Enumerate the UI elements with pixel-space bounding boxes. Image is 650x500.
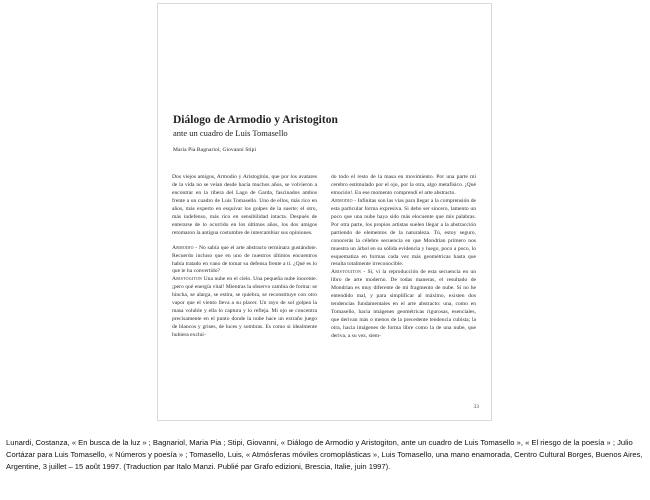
book-page [157,3,492,421]
page-subtitle: ante un cuadro de Luis Tomasello [173,128,288,138]
image-caption: Lunardi, Costanza, « En busca de la luz » ; Bagnariol, Maria Pia ; Stipi, Giovanni, « Diálogo de Armodio y Aristogiton, ante un cuadro de Luis Tomasello », « El riesgo de la poesía » ; Julio Cortázar para Luis Tomasello, « Números y poesía » ; Tomasello, Luis, « Atmósferas móviles cromoplásticas », Luis Tomasello, una mano enamorada, Centro Cultural Borges, Buenos Aires, Argentine, 3 juillet – 15 août 1997. (Traduction par Italo Manzi. Publié par Grafo edizioni, Brescia, Italie, juin 1997). [6,438,643,471]
intro-paragraph: Dos viejos amigos, Armodio y Aristogitón, que por los avatares de la vida no se veían desde hacía muchos años, se volvieron a encontrar en la ribera del Lago de Garda, fascinados ambos frente a un cuadro de Luis Tomasello. Uno de ellos, más rico en años, más experto en esquivar los golpes de la suerte; el otro, más indefenso, más rico en sensibilidad intacta. Después de enterarse de lo ocurrido en los últimos años, los dos amigos retomaron la antigua costumbre de intercambiar sus opiniones. [172,174,317,236]
aristogiton-paragraph [172,276,317,340]
speaker-name: Aristogiton [331,269,362,276]
continuation-paragraph: do todo el resto de la masa en movimiento. Por una parte mi cerebro estimulado por el ojo, por la otra, algo metafísico. ¡Qué emoción!. En ese momento comprendí el arte abstracto. [331,174,476,196]
text-column-left [172,174,317,340]
paragraph-text: Una nube en el cielo. Una pequeña nube inocente. ¡pero qué energía vital! Mientras la observo cambia de forma: se hincha, se alarga, se estira, se quiebra, se reconstituye con otro vapor que el viento lleva a su placer. Un rayo de sol golpea la masa voluble y ella lo captura y lo refleja. Mi ojo se concentra precisamente en el punto donde la nube hace un extraño juego de blancos y grises, de luces y sombras. Es como si idealmente hubiera excluí- [172,276,317,339]
speaker-name: Armodio [172,244,194,251]
authors-line: Maria Pia Bagnariol, Giovanni Stipi [173,147,257,153]
paragraph-text: - Sí, vi la reproducción de esta secuencia en un libro de arte moderno. De todas maneras, el resultado de Mondrian es muy diferente de mi fragmento de nube. Si no he entendido mal, y para simplificar al máximo, existen dos tendencias fundamentales en el arte abstracto: una, como en Tomasello, hacia imágenes geométricas rigurosas, esenciales, que derivan más o menos de la precedente tendencia cubista; la otra, hacia imágenes de forma libre como la de una nube, que deriva, a su vez, siem- [331,269,476,340]
speaker-name: Aristogiton [172,276,203,283]
speaker-name: Armodio [331,197,353,204]
armodio-paragraph [331,198,476,270]
armodio-paragraph [172,245,317,277]
paragraph-text: - Infinitas son las vías para llegar a la comprensión de esta particular forma expresiva. Si debo ser sincero, lamento un poco que una nube haya sido más elocuente que mis palabras. Por otra parte, los propios artistas suelen llegar a la abstracción partiendo de elementos de la naturaleza. Tú, estoy seguro, conocerás la célebre secuencia en que Mondrian primero nos muestra un árbol en su sólida evidencia y luego, poco a poco, lo esquematiza en formas cada vez más geométricas hasta que resulta totalmente irreconocible. [331,197,476,268]
page-title: Diálogo de Armodio y Aristogiton [173,114,338,126]
page-number: 33 [473,404,479,410]
aristogiton-paragraph [331,269,476,341]
text-column-right [331,174,476,341]
paragraph-text: - No sabía que el arte abstracto terminara gustándote. Recuerdo incluso que en uno de nuestros últimos encuentros había tratado en vano de tomar su defensa frente a ti. ¿Qué es lo que te ha convertido? [172,244,317,275]
